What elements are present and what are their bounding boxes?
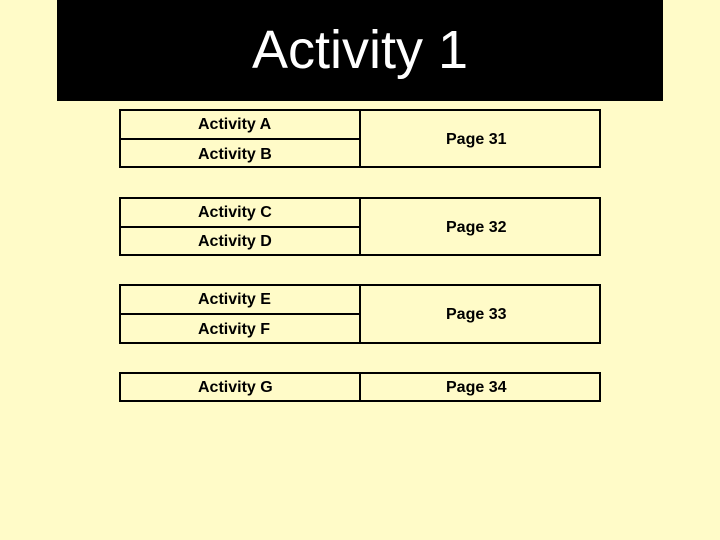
activity-label: Activity C: [198, 204, 272, 221]
row-border-left: [119, 284, 121, 344]
activity-label: Activity B: [198, 146, 272, 163]
row-divider: [119, 313, 361, 315]
row-border-left: [119, 372, 121, 402]
column-divider: [359, 372, 361, 402]
row-border-right: [599, 372, 601, 402]
activity-label: Activity D: [198, 233, 272, 250]
column-divider: [359, 197, 361, 256]
row-divider: [119, 138, 361, 140]
activity-label: Activity A: [198, 116, 272, 133]
row-border-left: [119, 197, 121, 256]
activity-label: Activity F: [198, 321, 271, 338]
row-border-right: [599, 284, 601, 344]
row-border-left: [119, 109, 121, 168]
page-reference: Page 31: [446, 131, 507, 148]
page-reference: Page 32: [446, 219, 507, 236]
page-title: Activity 1: [251, 20, 469, 80]
column-divider: [359, 284, 361, 344]
row-border-right: [599, 109, 601, 168]
page-reference: Page 34: [446, 379, 507, 396]
row-divider: [119, 226, 361, 228]
column-divider: [359, 109, 361, 168]
row-border-right: [599, 197, 601, 256]
page-reference: Page 33: [446, 306, 507, 323]
activity-label: Activity E: [198, 291, 271, 308]
activity-label: Activity G: [198, 379, 273, 396]
